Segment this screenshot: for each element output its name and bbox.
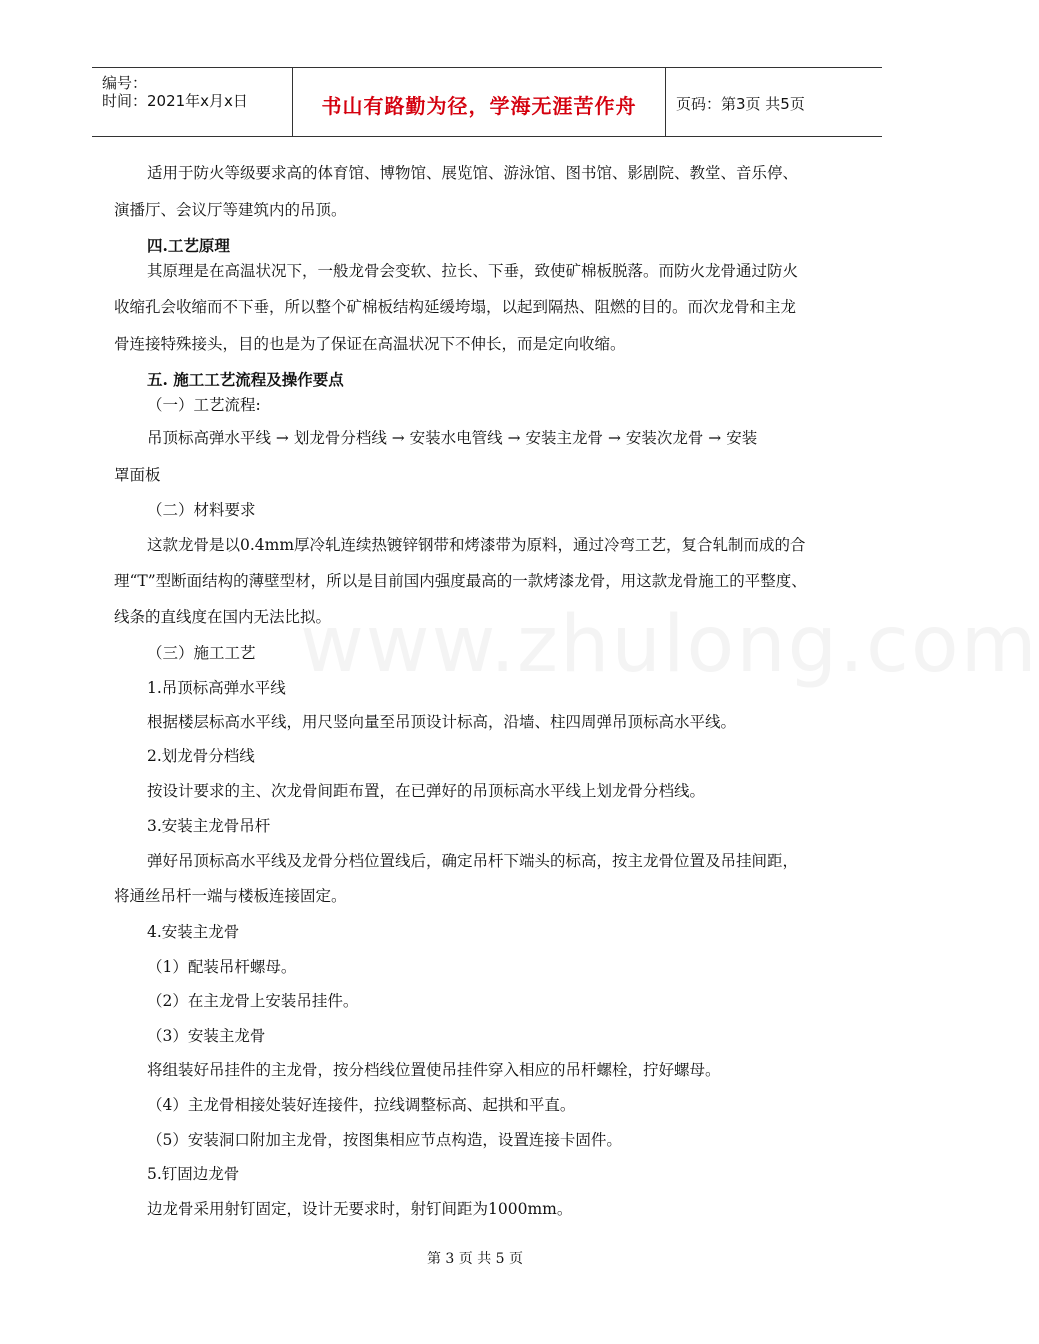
header-motto: 书山有路勤为径，学海无涯苦作舟 <box>321 94 637 118</box>
subsection-title: （二）材料要求 <box>147 501 256 519</box>
intro-line: 适用于防火等级要求高的体育馆、博物馆、展览馆、游泳馆、图书馆、影剧院、教堂、音乐停、 <box>147 164 799 182</box>
paragraph-line: 将组装好吊挂件的主龙骨，按分档线位置使吊挂件穿入相应的吊杆螺栓，拧好螺母。 <box>147 1061 721 1079</box>
step-title: 1.吊顶标高弹水平线 <box>147 679 286 697</box>
step-title: 5.钉固边龙骨 <box>147 1165 240 1183</box>
intro-line: 演播厅、会议厅等建筑内的吊顶。 <box>114 201 347 219</box>
step-title: 4.安装主龙骨 <box>147 923 240 941</box>
header-motto-cell <box>293 68 666 136</box>
header-page-code: 页码：第3页 共5页 <box>676 95 805 113</box>
list-item: （3）安装主龙骨 <box>147 1027 266 1045</box>
paragraph-line: 按设计要求的主、次龙骨间距布置，在已弹好的吊顶标高水平线上划龙骨分档线。 <box>147 782 706 800</box>
document-time-label: 时间：2021年x月x日 <box>102 92 248 110</box>
paragraph-line: 将通丝吊杆一端与楼板连接固定。 <box>114 887 347 905</box>
paragraph-line: 骨连接特殊接头，目的也是为了保证在高温状况下不伸长，而是定向收缩。 <box>114 335 626 353</box>
paragraph-line: 线条的直线度在国内无法比拟。 <box>114 608 332 626</box>
watermark: www.zhulong.com <box>300 600 1039 690</box>
process-flow-line: 罩面板 <box>114 466 161 484</box>
paragraph-line: 其原理是在高温状况下，一般龙骨会变软、拉长、下垂，致使矿棉板脱落。而防火龙骨通过防火 <box>147 262 799 280</box>
paragraph-line: 根据楼层标高水平线，用尺竖向量至吊顶设计标高，沿墙、柱四周弹吊顶标高水平线。 <box>147 713 737 731</box>
paragraph-line: 边龙骨采用射钉固定，设计无要求时，射钉间距为1000mm。 <box>147 1200 573 1218</box>
header-page-cell <box>666 68 882 136</box>
step-title: 3.安装主龙骨吊杆 <box>147 817 271 835</box>
paragraph-line: 收缩孔会收缩而不下垂，所以整个矿棉板结构延缓垮塌，以起到隔热、阻燃的目的。而次龙骨和主龙 <box>114 298 797 316</box>
page-footer: 第 3 页 共 5 页 <box>426 1251 524 1267</box>
step-title: 2.划龙骨分档线 <box>147 747 255 765</box>
list-item: （5）安装洞口附加主龙骨，按图集相应节点构造，设置连接卡固件。 <box>147 1131 622 1149</box>
paragraph-line: 弹好吊顶标高水平线及龙骨分档位置线后，确定吊杆下端头的标高，按主龙骨位置及吊挂间距， <box>147 852 799 870</box>
page-header <box>92 67 882 137</box>
process-flow-line: 吊顶标高弹水平线 → 划龙骨分档线 → 安装水电管线 → 安装主龙骨 → 安装次龙骨 → 安装 <box>147 429 758 447</box>
section-4-title: 四.工艺原理 <box>147 236 230 255</box>
subsection-title: （一）工艺流程: <box>147 396 261 414</box>
paragraph-line: 这款龙骨是以0.4mm厚冷轧连续热镀锌钢带和烤漆带为原料，通过冷弯工艺，复合轧制而成的合 <box>147 536 806 554</box>
document-number-label: 编号： <box>102 74 148 92</box>
paragraph-line: 理“T”型断面结构的薄壁型材，所以是目前国内强度最高的一款烤漆龙骨，用这款龙骨施工的平整度、 <box>114 572 807 590</box>
subsection-title: （三）施工工艺 <box>147 644 256 662</box>
list-item: （2）在主龙骨上安装吊挂件。 <box>147 992 359 1010</box>
section-5-title: 五. 施工工艺流程及操作要点 <box>147 370 344 389</box>
list-item: （1）配装吊杆螺母。 <box>147 958 297 976</box>
header-meta-cell <box>92 68 293 136</box>
list-item: （4）主龙骨相接处装好连接件，拉线调整标高、起拱和平直。 <box>147 1096 576 1114</box>
